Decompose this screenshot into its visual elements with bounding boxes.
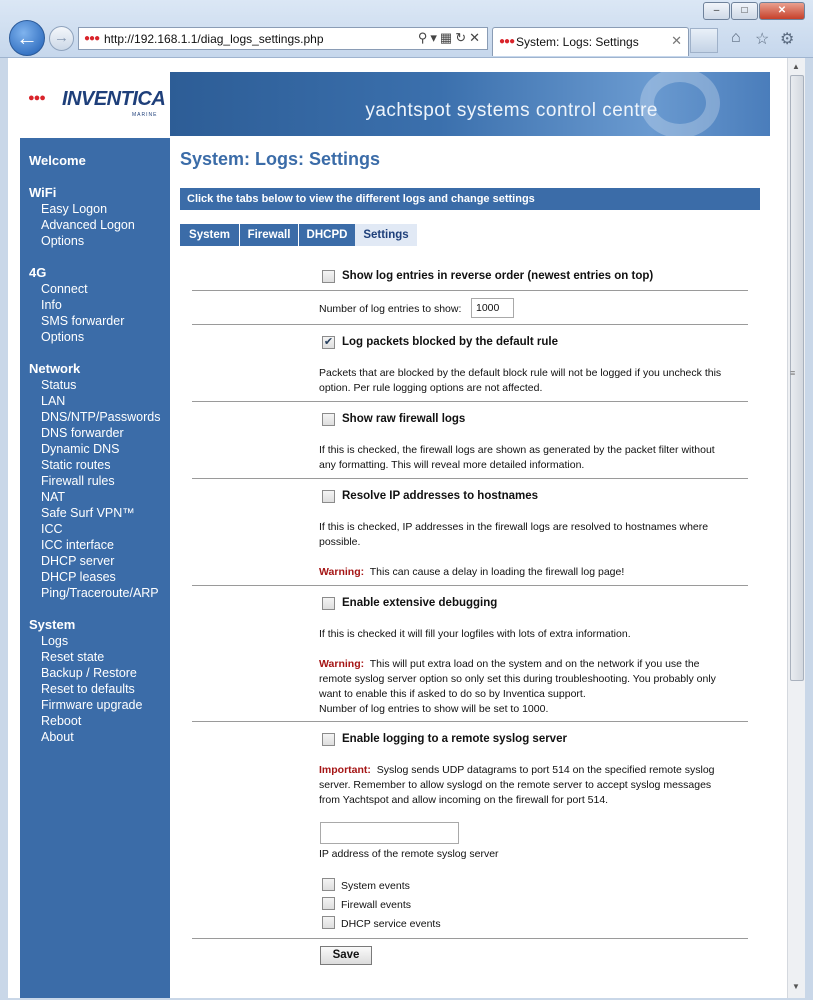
dhcp-events-checkbox[interactable] [322,916,335,929]
warning-label: Warning: [319,658,365,670]
favorites-star-icon[interactable]: ☆ [755,31,770,48]
remote-syslog-label: Enable logging to a remote syslog server [342,733,567,745]
warning-text: This can cause a delay in loading the firewall log page! [369,566,625,578]
raw-logs-desc-line: any formatting. This will reveal more detailed information. [319,459,585,471]
tab-title: System: Logs: Settings [516,35,639,49]
sidebar-item-status[interactable]: Status [41,378,77,392]
debugging-label: Enable extensive debugging [342,597,498,609]
raw-logs-label: Show raw firewall logs [342,413,466,425]
inventica-logo[interactable] [20,72,170,136]
header-banner [170,72,770,136]
sidebar-item-lan[interactable]: LAN [41,394,66,408]
minimize-button[interactable]: – [703,2,730,20]
resolve-warning [319,565,749,580]
banner-title: yachtspot systems control centre [365,100,658,121]
save-button[interactable]: Save [320,946,372,965]
num-entries-input[interactable]: 1000 [471,298,514,318]
forward-arrow-icon: → [54,29,69,46]
divider [192,401,748,402]
address-bar[interactable] [78,27,488,50]
important-text: server. Remember to allow syslogd on the remote server to accept syslog messages [319,779,712,791]
checkmark-icon: ✔ [323,336,334,348]
sidebar-item-logs[interactable]: Logs [41,634,69,648]
log-blocked-desc-line: option. Per rule logging options are not affected. [319,382,543,394]
sidebar-item-nat[interactable]: NAT [41,490,66,504]
sidebar-item-reset-to-defaults[interactable]: Reset to defaults [41,682,135,696]
back-button[interactable] [9,20,45,56]
info-bar: Click the tabs below to view the different logs and change settings [180,188,760,210]
num-entries-label: Number of log entries to show: [319,303,462,315]
remote-syslog-ip-input[interactable] [320,822,459,844]
sidebar-section-network: Network [29,361,81,376]
divider [192,290,748,291]
sidebar-item-reset-state[interactable]: Reset state [41,650,105,664]
logo-brand: INVENTICA [62,88,166,110]
vertical-scrollbar[interactable] [787,58,805,998]
sidebar-item-wifi-options[interactable]: Options [41,234,85,248]
sidebar-item-dhcp-server[interactable]: DHCP server [41,554,115,568]
log-blocked-checkbox[interactable] [322,336,335,349]
tab-system[interactable]: System [180,224,239,246]
main-content [170,138,770,998]
raw-logs-description [319,443,749,473]
sidebar-item-backup-restore[interactable]: Backup / Restore [41,666,137,680]
firewall-events-checkbox[interactable] [322,897,335,910]
compat-icon[interactable]: ▦ [439,30,456,45]
scroll-up-icon[interactable]: ▲ [792,62,800,71]
debugging-desc-line: If this is checked it will fill your logfiles with lots of extra information. [319,628,631,640]
sidebar-item-firmware-upgrade[interactable]: Firmware upgrade [41,698,143,712]
reverse-order-label: Show log entries in reverse order (newest entries on top) [342,270,654,282]
raw-logs-checkbox[interactable] [322,413,335,426]
warning-label: Warning: [319,566,365,578]
window-frame-right [805,58,813,1000]
tab-dhcpd[interactable]: DHCPD [299,224,355,246]
stop-icon[interactable]: ✕ [469,30,483,45]
sidebar-section-4g: 4G [29,265,47,280]
debugging-checkbox[interactable] [322,597,335,610]
debugging-description [319,627,749,717]
close-window-button[interactable]: ✕ [759,2,805,20]
new-tab-button[interactable] [690,28,718,53]
resolve-ip-label: Resolve IP addresses to hostnames [342,490,539,502]
address-url[interactable]: http://192.168.1.1/diag_logs_settings.php [104,32,324,46]
tab-firewall[interactable]: Firewall [240,224,298,246]
scroll-down-icon[interactable]: ▼ [792,982,800,991]
sidebar-item-about[interactable]: About [41,730,74,744]
log-blocked-description [319,366,749,396]
sidebar-item-firewall-rules[interactable]: Firewall rules [41,474,115,488]
sidebar-item-dns-ntp-passwords[interactable]: DNS/NTP/Passwords [41,410,161,424]
scrollbar-grip-icon: ≡ [790,368,796,378]
logo-sub: MARINE [132,112,158,118]
sidebar-welcome[interactable]: Welcome [29,153,86,168]
sidebar-item-reboot[interactable]: Reboot [41,714,82,728]
forward-button[interactable] [49,26,74,51]
sidebar-item-icc-interface[interactable]: ICC interface [41,538,114,552]
divider [192,585,748,586]
address-controls [418,30,483,46]
browser-chrome [0,0,813,58]
sidebar-section-system: System [29,617,76,632]
search-icon[interactable]: ⚲ [417,30,431,45]
tab-favicon-icon: ●●● [499,36,515,47]
important-text: Syslog sends UDP datagrams to port 514 on the specified remote syslog [376,764,715,776]
resolve-ip-checkbox[interactable] [322,490,335,503]
warning-text: Number of log entries to show will be set to 1000. [319,703,549,715]
sidebar-section-wifi: WiFi [29,185,57,200]
sidebar-item-dhcp-leases[interactable]: DHCP leases [41,570,116,584]
dropdown-icon[interactable]: ▾ [430,30,440,45]
sidebar-item-ping-traceroute-arp[interactable]: Ping/Traceroute/ARP [41,586,159,600]
close-tab-icon[interactable]: ✕ [671,33,682,48]
settings-gear-icon[interactable]: ⚙ [780,31,795,48]
back-arrow-icon: ← [16,25,38,50]
sidebar-item-info[interactable]: Info [41,298,62,312]
system-events-label: System events [341,880,410,892]
log-blocked-label: Log packets blocked by the default rule [342,336,558,348]
sidebar-item-safe-surf-vpn[interactable]: Safe Surf VPN™ [41,506,135,520]
sidebar-item-dynamic-dns[interactable]: Dynamic DNS [41,442,120,456]
sidebar-item-dns-forwarder[interactable]: DNS forwarder [41,426,124,440]
resolve-ip-description [319,520,749,580]
sidebar-item-static-routes[interactable]: Static routes [41,458,111,472]
sidebar-item-advanced-logon[interactable]: Advanced Logon [41,218,135,232]
remote-syslog-description [319,763,749,808]
page-title: System: Logs: Settings [180,149,381,169]
sidebar-item-connect[interactable]: Connect [41,282,88,296]
remote-syslog-ip-label: IP address of the remote syslog server [319,848,499,860]
important-label: Important: [319,764,371,776]
sidebar-item-easy-logon[interactable]: Easy Logon [41,202,108,216]
page-viewport [8,58,787,998]
logo-dots-icon: ●●● [28,92,45,104]
browser-tab[interactable] [492,27,689,56]
important-text: from Yachtspot and allow incoming on the firewall for port 514. [319,794,609,806]
system-events-checkbox[interactable] [322,878,335,891]
log-blocked-desc-line: Packets that are blocked by the default block rule will not be logged if you uncheck this [319,367,722,379]
important-note [319,763,749,778]
dhcp-events-label: DHCP service events [341,918,441,930]
refresh-icon[interactable]: ↻ [455,30,470,45]
firewall-events-label: Firewall events [341,899,412,911]
divider [192,324,748,325]
sidebar-nav [20,138,170,998]
sidebar-item-icc[interactable]: ICC [41,522,63,536]
warning-text: want to enable this if asked to do so by Inventica support. [319,688,586,700]
resolve-desc-line: If this is checked, IP addresses in the firewall logs are resolved to hostnames where [319,521,709,533]
maximize-button[interactable]: □ [731,2,758,20]
raw-logs-desc-line: If this is checked, the firewall logs are shown as generated by the packet filter without [319,444,715,456]
sidebar-item-4g-options[interactable]: Options [41,330,85,344]
divider [192,478,748,479]
reverse-order-checkbox[interactable] [322,270,335,283]
resolve-desc-line: possible. [319,536,361,548]
divider [192,721,748,722]
site-favicon-icon: ●●● [84,33,100,44]
home-icon[interactable]: ⌂ [731,29,741,46]
debugging-warning [319,657,749,672]
tab-settings[interactable]: Settings [355,224,417,246]
warning-text: remote syslog server option so only set this during troubleshooting. You probably only [319,673,716,685]
divider [192,938,748,939]
scrollbar-thumb[interactable] [790,75,804,681]
warning-text: This will put extra load on the system and on the network if you use the [369,658,700,670]
sidebar-item-sms-forwarder[interactable]: SMS forwarder [41,314,125,328]
remote-syslog-checkbox[interactable] [322,733,335,746]
